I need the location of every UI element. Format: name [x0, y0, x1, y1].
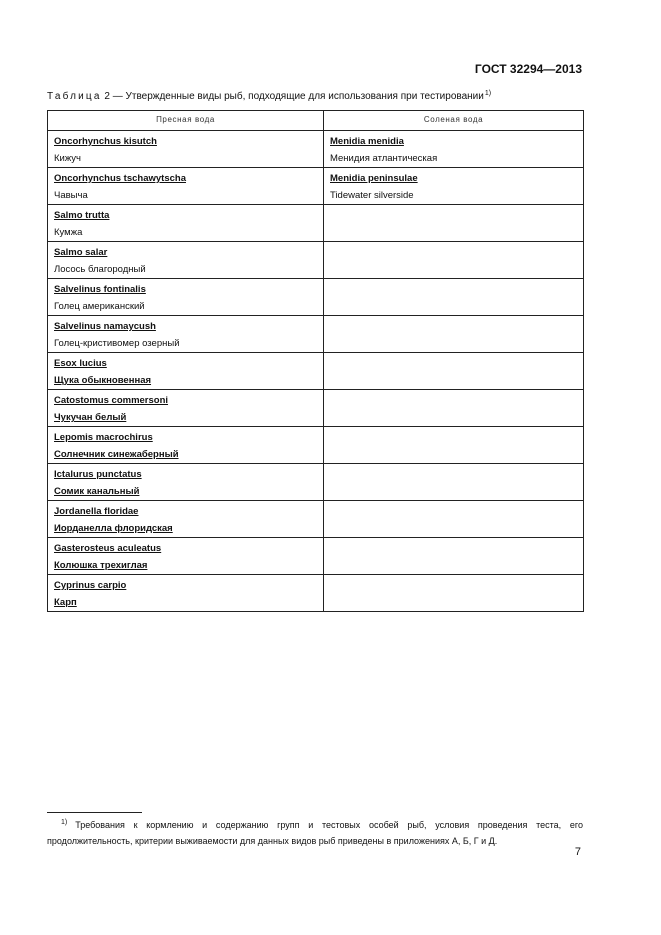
- species-common-name: Кумжа: [54, 227, 83, 238]
- freshwater-cell: [48, 390, 324, 427]
- saltwater-cell: [324, 131, 584, 168]
- species-latin-name: Gasterosteus aculeatus: [54, 543, 162, 554]
- table-row: [48, 390, 584, 427]
- table-header-row: [48, 111, 584, 131]
- freshwater-cell: [48, 168, 324, 205]
- footnote-mark: 1): [61, 819, 68, 826]
- freshwater-cell: [48, 316, 324, 353]
- saltwater-cell: [324, 205, 584, 242]
- species-common-name: Солнечник синежаберный: [54, 449, 179, 460]
- table-row: [48, 316, 584, 353]
- table-row: [48, 168, 584, 205]
- saltwater-cell: [324, 279, 584, 316]
- saltwater-cell: [324, 390, 584, 427]
- species-common-name: Чавыча: [54, 190, 88, 201]
- species-latin-name: Jordanella floridae: [54, 506, 139, 517]
- freshwater-cell: [48, 131, 324, 168]
- table-row: [48, 131, 584, 168]
- freshwater-cell: [48, 501, 324, 538]
- table-row: [48, 464, 584, 501]
- species-latin-name: Esox lucius: [54, 358, 107, 369]
- table-row: [48, 427, 584, 464]
- saltwater-cell: [324, 168, 584, 205]
- species-common-name: Кижуч: [54, 153, 82, 164]
- saltwater-cell: [324, 501, 584, 538]
- species-latin-name: Menidia menidia: [330, 136, 404, 147]
- species-latin-name: Catostomus commersoni: [54, 395, 169, 406]
- species-latin-name: Cyprinus carpio: [54, 580, 127, 591]
- saltwater-cell: [324, 575, 584, 612]
- saltwater-cell: [324, 353, 584, 390]
- footnote-divider: [47, 812, 142, 813]
- footnote-text: Требования к кормлению и содержанию групп и тестовых особей рыб, условия проведения теста, его продолжительность, критерии выживаемости для данных видов рыб приведены в приложениях А, Б, Г и Д.: [47, 820, 583, 846]
- species-common-name: Иорданелла флоридская: [54, 523, 173, 534]
- table-row: [48, 353, 584, 390]
- species-latin-name: Ictalurus punctatus: [54, 469, 142, 480]
- table-row: [48, 538, 584, 575]
- header-saltwater: Соленая вода: [324, 111, 584, 131]
- table-body: [48, 131, 584, 612]
- species-latin-name: Salvelinus namaycush: [54, 321, 156, 332]
- table-row: [48, 501, 584, 538]
- species-common-name: Карп: [54, 597, 77, 608]
- freshwater-cell: [48, 279, 324, 316]
- species-common-name: Голец-кристивомер озерный: [54, 338, 180, 349]
- species-common-name: Tidewater silverside: [330, 190, 414, 201]
- species-latin-name: Oncorhynchus kisutch: [54, 136, 157, 147]
- fish-species-table: [47, 110, 584, 612]
- freshwater-cell: [48, 242, 324, 279]
- species-latin-name: Salmo salar: [54, 247, 108, 258]
- freshwater-cell: [48, 464, 324, 501]
- species-latin-name: Salvelinus fontinalis: [54, 284, 146, 295]
- table-row: [48, 575, 584, 612]
- freshwater-cell: [48, 538, 324, 575]
- freshwater-cell: [48, 575, 324, 612]
- table-caption-footnote-ref: 1): [484, 90, 492, 97]
- species-common-name: Сомик канальный: [54, 486, 140, 497]
- species-common-name: Чукучан белый: [54, 412, 127, 423]
- species-latin-name: Oncorhynchus tschawytscha: [54, 173, 186, 184]
- species-common-name: Щука обыкновенная: [54, 375, 152, 386]
- species-common-name: Колюшка трехиглая: [54, 560, 148, 571]
- standard-code: ГОСТ 32294—2013: [474, 62, 582, 76]
- page-number: 7: [574, 846, 581, 858]
- footnote: [47, 815, 583, 849]
- saltwater-cell: [324, 316, 584, 353]
- saltwater-cell: [324, 538, 584, 575]
- saltwater-cell: [324, 464, 584, 501]
- table-caption-lead: Таблица: [47, 91, 102, 102]
- species-latin-name: Menidia peninsulae: [330, 173, 418, 184]
- freshwater-cell: [48, 205, 324, 242]
- table-row: [48, 279, 584, 316]
- freshwater-cell: [48, 427, 324, 464]
- table-row: [48, 242, 584, 279]
- species-latin-name: Lepomis macrochirus: [54, 432, 153, 443]
- table-caption: [47, 90, 491, 102]
- table-row: [48, 205, 584, 242]
- species-common-name: Лосось благородный: [54, 264, 146, 275]
- species-latin-name: Salmo trutta: [54, 210, 110, 221]
- saltwater-cell: [324, 427, 584, 464]
- species-common-name: Менидия атлантическая: [330, 153, 438, 164]
- header-freshwater: Пресная вода: [48, 111, 324, 131]
- table-caption-text: 2 — Утвержденные виды рыб, подходящие для использования при тестировании: [101, 91, 484, 102]
- freshwater-cell: [48, 353, 324, 390]
- saltwater-cell: [324, 242, 584, 279]
- species-common-name: Голец американский: [54, 301, 145, 312]
